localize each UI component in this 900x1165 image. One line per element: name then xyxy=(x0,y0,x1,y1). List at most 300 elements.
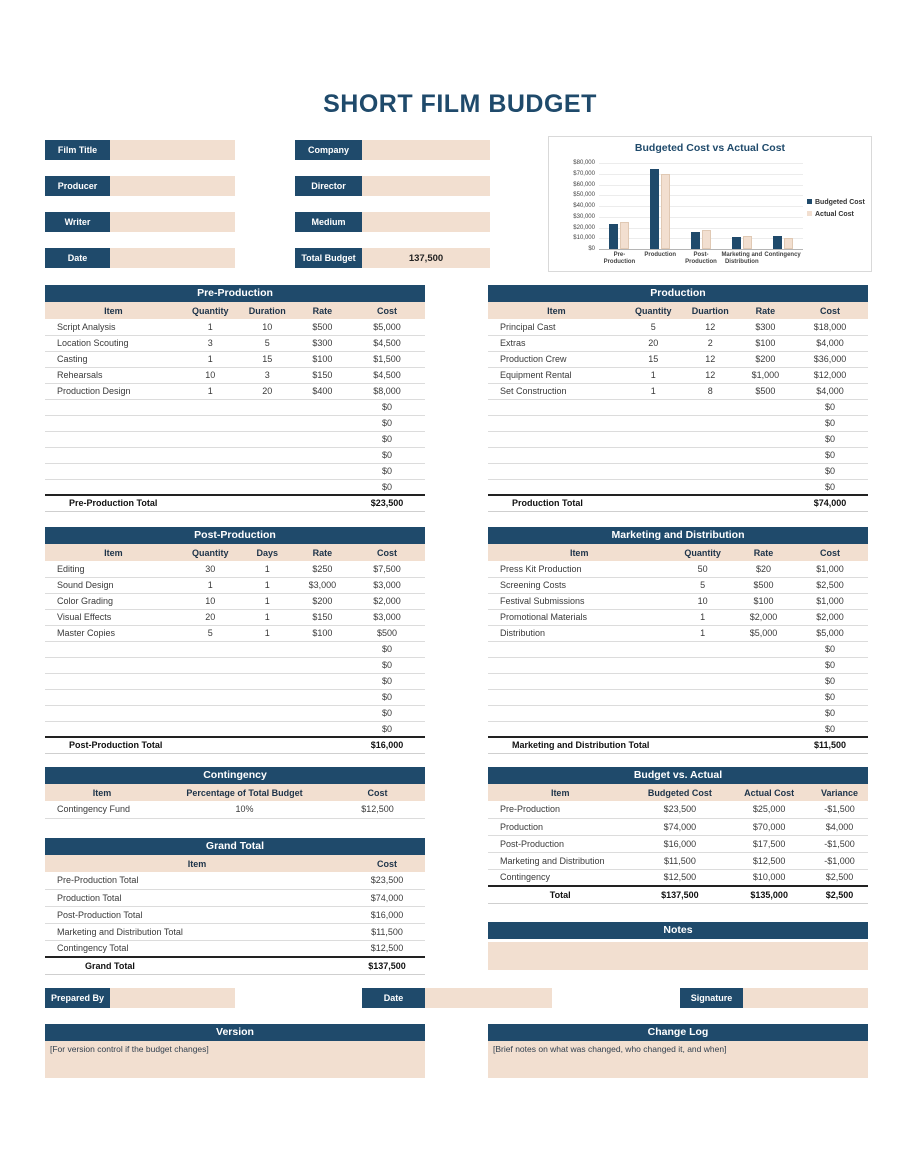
table-cell[interactable]: -$1,000 xyxy=(811,852,868,869)
company-label: Company xyxy=(295,140,362,160)
table-cell[interactable]: $12,500 xyxy=(727,852,811,869)
table-cell[interactable]: $200 xyxy=(739,351,792,367)
table-cell[interactable]: 10% xyxy=(159,801,330,818)
table-cell[interactable] xyxy=(239,721,296,737)
table-cell[interactable]: $0 xyxy=(349,463,425,479)
table-cell[interactable] xyxy=(182,399,239,415)
table-cell[interactable] xyxy=(45,399,182,415)
table-cell[interactable] xyxy=(182,463,239,479)
table-cell[interactable] xyxy=(625,447,682,463)
chart-legend xyxy=(807,199,865,223)
table-cell[interactable]: Contingency Total xyxy=(45,940,349,957)
table-cell[interactable]: Visual Effects xyxy=(45,609,182,625)
table-cell[interactable]: $2,000 xyxy=(792,609,868,625)
table-cell[interactable]: 1 xyxy=(182,383,239,399)
table-cell[interactable]: -$1,500 xyxy=(811,801,868,818)
table-cell[interactable]: 1 xyxy=(239,561,296,577)
table-cell[interactable]: 8 xyxy=(682,383,739,399)
chart-bar xyxy=(773,236,782,249)
table-total-row xyxy=(45,495,425,511)
table-cell[interactable]: 1 xyxy=(670,609,735,625)
table-cell[interactable]: $100 xyxy=(739,335,792,351)
table-cell[interactable] xyxy=(670,721,735,737)
table-row xyxy=(45,673,425,689)
table-cell[interactable]: $0 xyxy=(349,721,425,737)
table-cell[interactable] xyxy=(488,657,670,673)
y-axis-tick-label: $40,000 xyxy=(573,203,595,209)
table-cell[interactable]: $200 xyxy=(296,593,349,609)
table-cell[interactable]: Location Scouting xyxy=(45,335,182,351)
table-cell[interactable] xyxy=(296,689,349,705)
table-cell[interactable] xyxy=(182,431,239,447)
table-cell[interactable] xyxy=(682,447,739,463)
table-cell[interactable]: $4,500 xyxy=(349,367,425,383)
table-cell[interactable]: $0 xyxy=(792,479,868,495)
table-cell[interactable]: $0 xyxy=(349,657,425,673)
table-cell[interactable]: Rehearsals xyxy=(45,367,182,383)
table-cell[interactable] xyxy=(45,641,182,657)
column-header: Budgeted Cost xyxy=(632,784,727,801)
legend-item xyxy=(807,211,865,218)
table-cell[interactable]: 10 xyxy=(670,593,735,609)
table-cell[interactable]: Editing xyxy=(45,561,182,577)
table-cell[interactable]: $150 xyxy=(296,367,349,383)
table-cell[interactable] xyxy=(488,399,625,415)
table-cell[interactable]: $16,000 xyxy=(349,906,425,923)
table-cell[interactable]: 12 xyxy=(682,319,739,335)
table-cell[interactable]: $7,500 xyxy=(349,561,425,577)
table-cell[interactable]: 1 xyxy=(625,367,682,383)
table-cell[interactable] xyxy=(488,463,625,479)
table-cell[interactable] xyxy=(296,641,349,657)
table-cell[interactable]: $100 xyxy=(735,593,792,609)
table-cell[interactable]: 5 xyxy=(670,577,735,593)
table-cell[interactable]: $23,500 xyxy=(632,801,727,818)
chart-gridline xyxy=(599,174,803,175)
table-cell[interactable]: 2 xyxy=(682,335,739,351)
table-cell[interactable]: 1 xyxy=(239,609,296,625)
table-cell[interactable]: $12,500 xyxy=(632,869,727,886)
director-input[interactable] xyxy=(362,176,490,196)
table-cell[interactable]: $100 xyxy=(296,351,349,367)
table-row xyxy=(45,383,425,399)
y-axis-tick-label: $70,000 xyxy=(573,170,595,177)
footer-date-input[interactable] xyxy=(425,988,552,1008)
table-cell[interactable]: Master Copies xyxy=(45,625,182,641)
table-cell[interactable]: 3 xyxy=(182,335,239,351)
table-cell[interactable]: $1,000 xyxy=(739,367,792,383)
table-cell[interactable]: 15 xyxy=(239,351,296,367)
table-cell[interactable] xyxy=(296,657,349,673)
table-cell[interactable]: $4,000 xyxy=(792,383,868,399)
table-cell[interactable]: Casting xyxy=(45,351,182,367)
chart-bar xyxy=(702,230,711,249)
table-cell[interactable] xyxy=(625,415,682,431)
table-cell[interactable]: $0 xyxy=(792,673,868,689)
table-cell[interactable] xyxy=(45,673,182,689)
table-cell[interactable]: 15 xyxy=(625,351,682,367)
table-cell[interactable]: $150 xyxy=(296,609,349,625)
table-cell[interactable]: 1 xyxy=(625,383,682,399)
table-cell[interactable]: $20 xyxy=(735,561,792,577)
table-cell[interactable]: $300 xyxy=(296,335,349,351)
table-cell[interactable] xyxy=(182,705,239,721)
table-cell[interactable]: $0 xyxy=(792,415,868,431)
table-cell[interactable] xyxy=(488,447,625,463)
table-cell[interactable]: Set Construction xyxy=(488,383,625,399)
table-cell[interactable]: Production Total xyxy=(45,889,349,906)
table-cell[interactable]: 30 xyxy=(182,561,239,577)
table-cell[interactable] xyxy=(45,657,182,673)
table-cell[interactable] xyxy=(682,415,739,431)
table-cell[interactable] xyxy=(182,721,239,737)
table-cell[interactable]: $0 xyxy=(792,463,868,479)
total-value: $74,000 xyxy=(792,495,868,511)
table-cell[interactable]: $0 xyxy=(349,689,425,705)
table-cell[interactable] xyxy=(488,641,670,657)
column-header: Duartion xyxy=(682,302,739,319)
table-cell[interactable]: $0 xyxy=(349,399,425,415)
table-cell[interactable]: $5,000 xyxy=(735,625,792,641)
table-cell[interactable] xyxy=(739,463,792,479)
table-row xyxy=(45,447,425,463)
table-cell[interactable] xyxy=(296,415,349,431)
table-cell[interactable] xyxy=(182,641,239,657)
table-cell[interactable]: $0 xyxy=(792,431,868,447)
table-row xyxy=(488,447,868,463)
table-cell[interactable]: $1,000 xyxy=(792,593,868,609)
table-cell[interactable]: $300 xyxy=(739,319,792,335)
table-cell[interactable] xyxy=(488,415,625,431)
table-cell[interactable] xyxy=(296,463,349,479)
table-cell[interactable] xyxy=(45,431,182,447)
table-cell[interactable]: 5 xyxy=(182,625,239,641)
table-cell[interactable]: $400 xyxy=(296,383,349,399)
table-cell[interactable]: $3,000 xyxy=(349,609,425,625)
table-cell[interactable] xyxy=(182,673,239,689)
table-cell[interactable]: $17,500 xyxy=(727,835,811,852)
table-cell[interactable]: $500 xyxy=(349,625,425,641)
table-cell[interactable]: 20 xyxy=(625,335,682,351)
table-cell[interactable] xyxy=(625,399,682,415)
table-header-row xyxy=(45,784,425,801)
table-cell[interactable]: 12 xyxy=(682,367,739,383)
table-cell[interactable] xyxy=(670,641,735,657)
table-cell[interactable]: $0 xyxy=(349,705,425,721)
table-cell[interactable]: Production Crew xyxy=(488,351,625,367)
chart-bar xyxy=(620,222,629,249)
table-cell[interactable]: 1 xyxy=(182,577,239,593)
table-cell[interactable] xyxy=(182,447,239,463)
table-cell[interactable]: $0 xyxy=(792,657,868,673)
table-cell[interactable] xyxy=(735,641,792,657)
date-input[interactable] xyxy=(110,248,235,268)
writer-input[interactable] xyxy=(110,212,235,232)
table-cell[interactable]: Script Analysis xyxy=(45,319,182,335)
table-cell[interactable]: Pre-Production Total xyxy=(45,872,349,889)
table-cell[interactable]: $0 xyxy=(792,705,868,721)
total-label: Grand Total xyxy=(45,957,349,974)
table-cell[interactable] xyxy=(45,447,182,463)
y-axis-tick-label: $60,000 xyxy=(573,181,595,188)
table-cell[interactable]: $100 xyxy=(296,625,349,641)
table-row xyxy=(488,689,868,705)
column-header: Quantity xyxy=(670,544,735,561)
table-cell[interactable]: Color Grading xyxy=(45,593,182,609)
table-cell[interactable]: 1 xyxy=(239,577,296,593)
medium-input[interactable] xyxy=(362,212,490,232)
table-header-row xyxy=(488,784,868,801)
table-cell[interactable]: Festival Submissions xyxy=(488,593,670,609)
table-cell[interactable] xyxy=(296,721,349,737)
table-cell[interactable] xyxy=(670,657,735,673)
table-grand-total xyxy=(45,838,425,975)
table-cell[interactable]: $4,500 xyxy=(349,335,425,351)
producer-input[interactable] xyxy=(110,176,235,196)
table-cell[interactable]: $5,000 xyxy=(349,319,425,335)
table-cell[interactable] xyxy=(296,705,349,721)
table-cell[interactable]: 1 xyxy=(239,593,296,609)
table-cell[interactable]: $0 xyxy=(349,447,425,463)
table-cell[interactable] xyxy=(735,657,792,673)
table-cell[interactable]: 1 xyxy=(670,625,735,641)
table-cell[interactable]: $500 xyxy=(296,319,349,335)
table-cell[interactable] xyxy=(45,721,182,737)
table-cell[interactable]: -$1,500 xyxy=(811,835,868,852)
table-cell[interactable]: $23,500 xyxy=(349,872,425,889)
table-cell[interactable]: $250 xyxy=(296,561,349,577)
table-cell[interactable] xyxy=(296,399,349,415)
table-cell[interactable]: Marketing and Distribution Total xyxy=(45,923,349,940)
table-cell[interactable] xyxy=(625,479,682,495)
table-cell[interactable] xyxy=(625,431,682,447)
table-cell[interactable] xyxy=(670,705,735,721)
table-cell[interactable] xyxy=(488,689,670,705)
table-cell[interactable] xyxy=(296,673,349,689)
table-cell[interactable]: $0 xyxy=(792,721,868,737)
table-cell[interactable]: 3 xyxy=(239,367,296,383)
table-row xyxy=(45,593,425,609)
director-row xyxy=(295,176,490,196)
table-cell[interactable]: 5 xyxy=(239,335,296,351)
table-cell[interactable] xyxy=(682,399,739,415)
table-row xyxy=(488,705,868,721)
table-cell[interactable]: Screening Costs xyxy=(488,577,670,593)
table-cell[interactable]: $2,000 xyxy=(735,609,792,625)
table-cell[interactable] xyxy=(239,705,296,721)
table-cell[interactable]: $8,000 xyxy=(349,383,425,399)
table-cell[interactable]: $4,000 xyxy=(792,335,868,351)
table-cell[interactable]: $0 xyxy=(792,399,868,415)
table-cell[interactable] xyxy=(296,431,349,447)
table-row xyxy=(45,923,425,940)
table-cell[interactable]: Contingency Fund xyxy=(45,801,159,818)
table-cell[interactable] xyxy=(739,479,792,495)
table-cell[interactable] xyxy=(45,705,182,721)
table-cell[interactable]: $0 xyxy=(349,673,425,689)
table-cell[interactable] xyxy=(488,673,670,689)
table-cell[interactable]: $36,000 xyxy=(792,351,868,367)
table-cell[interactable] xyxy=(670,673,735,689)
table-cell[interactable] xyxy=(45,415,182,431)
change-log-input[interactable]: [Brief notes on what was changed, who changed it, and when] xyxy=(488,1041,868,1078)
table-cell[interactable] xyxy=(682,479,739,495)
table-row xyxy=(488,399,868,415)
table-cell[interactable]: $12,500 xyxy=(330,801,425,818)
table-cell[interactable]: $500 xyxy=(739,383,792,399)
table-cell[interactable]: $16,000 xyxy=(632,835,727,852)
chart-gridline xyxy=(599,249,803,250)
table-production xyxy=(488,285,868,512)
table-cell[interactable]: 1 xyxy=(182,319,239,335)
table-cell[interactable] xyxy=(488,721,670,737)
table-cell[interactable]: $12,000 xyxy=(792,367,868,383)
table-cell[interactable]: 10 xyxy=(239,319,296,335)
table-cell[interactable] xyxy=(735,721,792,737)
director-label: Director xyxy=(295,176,362,196)
table-cell[interactable]: 5 xyxy=(625,319,682,335)
chart-category-label: Post-Production xyxy=(685,252,717,265)
table-cell[interactable]: $3,000 xyxy=(349,577,425,593)
prepared-by-input[interactable] xyxy=(110,988,235,1008)
table-header-row xyxy=(45,302,425,319)
version-input[interactable]: [For version control if the budget changes] xyxy=(45,1041,425,1078)
signature-input[interactable] xyxy=(743,988,868,1008)
film-title-input[interactable] xyxy=(110,140,235,160)
table-cell[interactable]: Press Kit Production xyxy=(488,561,670,577)
table-cell[interactable] xyxy=(296,447,349,463)
legend-swatch-icon xyxy=(807,211,812,216)
table-cell[interactable]: $11,500 xyxy=(632,852,727,869)
table-cell[interactable] xyxy=(239,415,296,431)
table-cell[interactable] xyxy=(670,689,735,705)
table-title-budget-vs-actual: Budget vs. Actual xyxy=(488,767,868,784)
table-cell[interactable]: $0 xyxy=(792,447,868,463)
table-cell[interactable]: $0 xyxy=(349,479,425,495)
total-budget-value[interactable]: 137,500 xyxy=(362,248,490,268)
table-cell[interactable] xyxy=(239,641,296,657)
writer-label: Writer xyxy=(45,212,110,232)
table-cell[interactable]: $2,500 xyxy=(792,577,868,593)
table-cell[interactable]: 10 xyxy=(182,593,239,609)
table-title-marketing: Marketing and Distribution xyxy=(488,527,868,544)
table-cell[interactable]: $0 xyxy=(792,641,868,657)
table-cell[interactable]: $74,000 xyxy=(349,889,425,906)
table-cell[interactable]: 10 xyxy=(182,367,239,383)
table-cell[interactable] xyxy=(488,705,670,721)
table-cell[interactable]: $0 xyxy=(349,641,425,657)
table-cell[interactable] xyxy=(739,447,792,463)
table-cell[interactable]: Contingency xyxy=(488,869,632,886)
table-cell[interactable]: $10,000 xyxy=(727,869,811,886)
table-cell[interactable] xyxy=(239,399,296,415)
table-cell[interactable] xyxy=(488,479,625,495)
table-cell[interactable] xyxy=(45,463,182,479)
table-header-row xyxy=(45,544,425,561)
table-cell[interactable] xyxy=(182,657,239,673)
table-cell[interactable] xyxy=(682,431,739,447)
table-cell[interactable] xyxy=(739,415,792,431)
table-cell[interactable] xyxy=(182,479,239,495)
table-cell[interactable]: 50 xyxy=(670,561,735,577)
table-cell[interactable] xyxy=(239,673,296,689)
table-cell[interactable]: 1 xyxy=(239,625,296,641)
chart-gridline xyxy=(599,206,803,207)
table-cell[interactable]: Pre-Production xyxy=(488,801,632,818)
table-cell[interactable]: Post-Production xyxy=(488,835,632,852)
y-axis-tick-label: $0 xyxy=(588,246,595,252)
table-cell[interactable]: $2,500 xyxy=(811,869,868,886)
company-input[interactable] xyxy=(362,140,490,160)
table-cell[interactable]: Extras xyxy=(488,335,625,351)
table-cell[interactable] xyxy=(682,463,739,479)
table-cell[interactable]: $11,500 xyxy=(349,923,425,940)
table-cell[interactable]: $1,500 xyxy=(349,351,425,367)
table-cell[interactable]: Principal Cast xyxy=(488,319,625,335)
table-cell[interactable]: 20 xyxy=(239,383,296,399)
table-cell[interactable] xyxy=(182,689,239,705)
table-cell[interactable] xyxy=(735,673,792,689)
table-cell[interactable]: Post-Production Total xyxy=(45,906,349,923)
table-cell[interactable] xyxy=(239,479,296,495)
table-cell[interactable] xyxy=(239,431,296,447)
table-cell[interactable]: Sound Design xyxy=(45,577,182,593)
table-cell[interactable]: Promotional Materials xyxy=(488,609,670,625)
notes-input[interactable] xyxy=(488,942,868,970)
table-cell[interactable]: $74,000 xyxy=(632,818,727,835)
table-cell[interactable]: Marketing and Distribution xyxy=(488,852,632,869)
total-label: Pre-Production Total xyxy=(45,495,349,511)
table-cell[interactable] xyxy=(239,463,296,479)
table-cell[interactable] xyxy=(239,657,296,673)
table-cell[interactable]: $25,000 xyxy=(727,801,811,818)
table-cell[interactable]: 20 xyxy=(182,609,239,625)
table-cell[interactable] xyxy=(296,479,349,495)
table-cell[interactable]: $500 xyxy=(735,577,792,593)
table-cell[interactable]: $70,000 xyxy=(727,818,811,835)
table-cell[interactable]: $12,500 xyxy=(349,940,425,957)
table-cell[interactable] xyxy=(735,705,792,721)
table-cell[interactable] xyxy=(488,431,625,447)
table-cell[interactable]: Equipment Rental xyxy=(488,367,625,383)
table-cell[interactable]: 12 xyxy=(682,351,739,367)
table-cell[interactable] xyxy=(239,689,296,705)
table-cell[interactable]: $4,000 xyxy=(811,818,868,835)
table-cell[interactable] xyxy=(739,399,792,415)
table-cell[interactable]: $3,000 xyxy=(296,577,349,593)
table-cell[interactable] xyxy=(239,447,296,463)
table-cell[interactable] xyxy=(735,689,792,705)
table-cell[interactable] xyxy=(45,479,182,495)
table-cell[interactable]: 1 xyxy=(182,351,239,367)
table-cell[interactable] xyxy=(182,415,239,431)
table-cell[interactable]: $5,000 xyxy=(792,625,868,641)
table-row xyxy=(488,835,868,852)
table-cell[interactable] xyxy=(739,431,792,447)
table-cell[interactable]: $0 xyxy=(349,415,425,431)
table-cell[interactable]: $0 xyxy=(792,689,868,705)
table-cell[interactable]: $2,000 xyxy=(349,593,425,609)
table-cell[interactable] xyxy=(625,463,682,479)
table-cell[interactable] xyxy=(45,689,182,705)
table-cell[interactable]: $0 xyxy=(349,431,425,447)
table-cell[interactable]: Production xyxy=(488,818,632,835)
total-label: Total xyxy=(488,886,632,903)
table-cell[interactable]: Distribution xyxy=(488,625,670,641)
table-cell[interactable]: Production Design xyxy=(45,383,182,399)
table-cell[interactable]: $1,000 xyxy=(792,561,868,577)
table-cell[interactable]: $18,000 xyxy=(792,319,868,335)
